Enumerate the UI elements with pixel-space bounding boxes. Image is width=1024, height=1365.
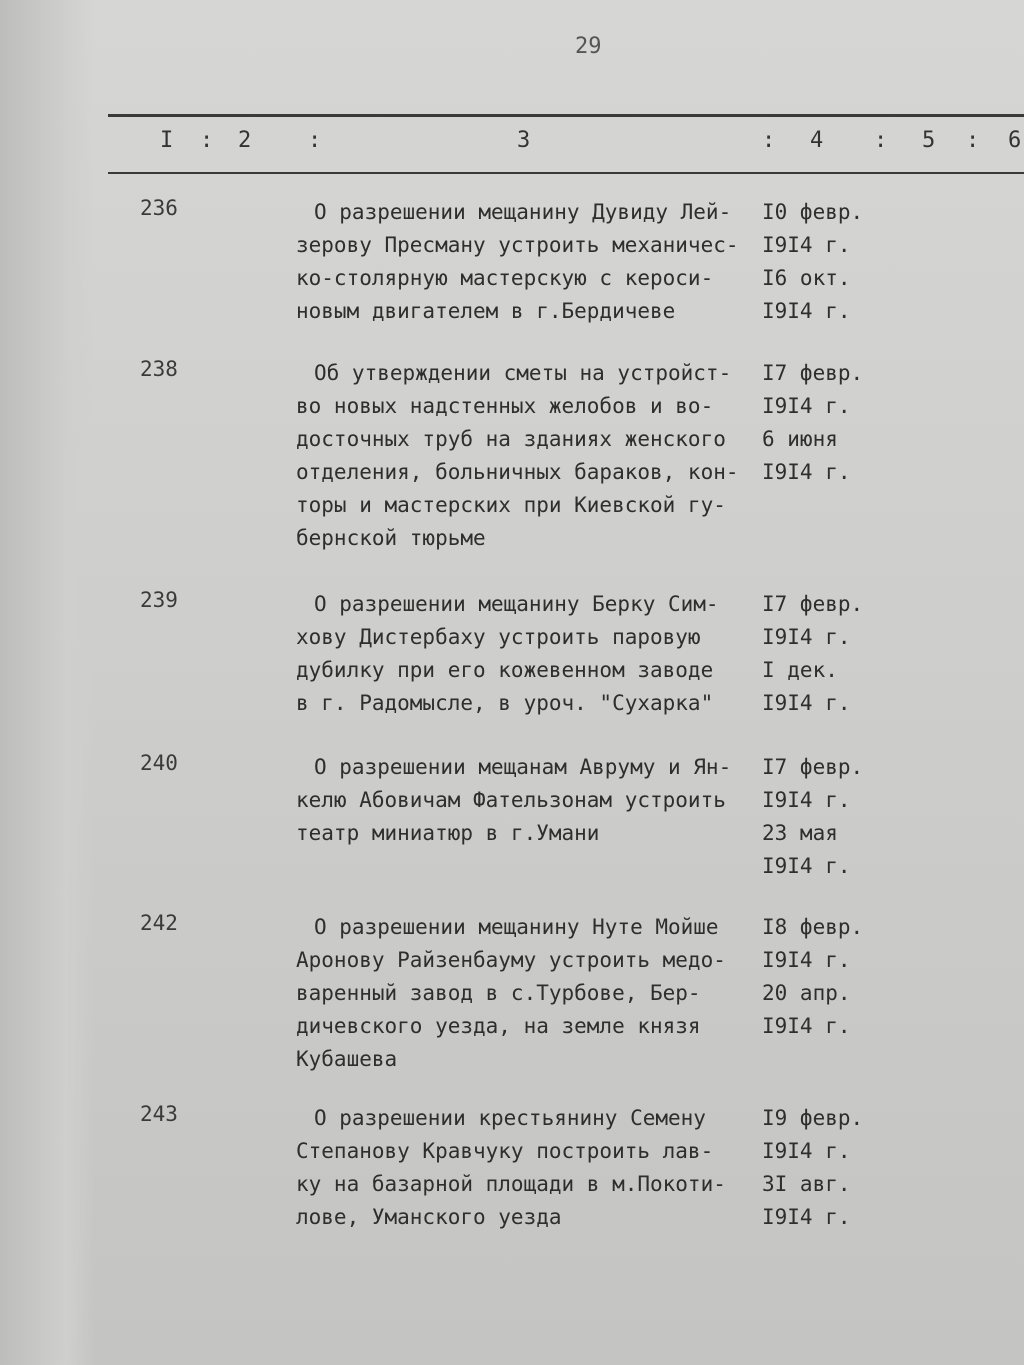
entry-date-line: I7 февр. [762, 361, 864, 385]
column-header-4: 4 [810, 128, 824, 153]
column-separator: : [966, 128, 980, 153]
entry-description [296, 357, 766, 555]
entry-description [296, 1102, 766, 1234]
entry-date-line: I7 февр. [762, 592, 864, 616]
entry-number: 243 [140, 1102, 178, 1126]
entry-date-line: I9I4 г. [762, 394, 851, 418]
column-separator: : [762, 128, 776, 153]
entry-dates [762, 751, 882, 883]
entry-text-line: отделения, больничных бараков, кон- [296, 460, 739, 484]
entry-text-line: Кубашева [296, 1047, 398, 1071]
entry-date-line: I9I4 г. [762, 1205, 851, 1229]
entry-date-line: I9I4 г. [762, 854, 851, 878]
entry-dates [762, 196, 882, 328]
entry-text-line: О разрешении мещанину Берку Сим- [314, 592, 719, 616]
entry-text-line: ку на базарной площади в м.Покоти- [296, 1172, 726, 1196]
entry-text-line: бернской тюрьме [296, 526, 486, 550]
entry-text-line: торы и мастерских при Киевской гу- [296, 493, 726, 517]
entry-text-line: дубилку при его кожевенном заводе [296, 658, 714, 682]
entry-text-line: в г. Радомысле, в уроч. "Сухарка" [296, 691, 714, 715]
entry-date-line: I9I4 г. [762, 299, 851, 323]
entry-date-line: 23 мая [762, 821, 838, 845]
entry-text-line: хову Дистербаху устроить паровую [296, 625, 701, 649]
column-header-6: 6 [1008, 128, 1022, 153]
entry-date-line: I8 февр. [762, 915, 864, 939]
entry-text-line: О разрешении мещанам Авруму и Ян- [314, 755, 732, 779]
page-number: 29 [575, 34, 602, 59]
entry-dates [762, 357, 882, 489]
entry-text-line: ко-столярную мастерскую с кероси- [296, 266, 714, 290]
column-separator: : [874, 128, 888, 153]
entry-number: 240 [140, 751, 178, 775]
entry-date-line: I9 февр. [762, 1106, 864, 1130]
entry-number: 239 [140, 588, 178, 612]
entry-dates [762, 588, 882, 720]
entry-text-line: Степанову Кравчуку построить лав- [296, 1139, 714, 1163]
column-separator: : [200, 128, 214, 153]
column-header-3: 3 [517, 128, 531, 153]
column-header-1: I [160, 128, 174, 153]
entry-text-line: театр миниатюр в г.Умани [296, 821, 600, 845]
entry-text-line: келю Абовичам Фательзонам устроить [296, 788, 726, 812]
entry-number: 242 [140, 911, 178, 935]
entry-date-line: 6 июня [762, 427, 838, 451]
entry-text-line: О разрешении мещанину Нуте Мойше [314, 915, 719, 939]
entry-text-line: О разрешении крестьянину Семену [314, 1106, 706, 1130]
entry-text-line: досточных труб на зданиях женского [296, 427, 726, 451]
entry-date-line: I9I4 г. [762, 625, 851, 649]
entry-dates [762, 1102, 882, 1234]
entry-number: 238 [140, 357, 178, 381]
entry-text-line: зерову Пресману устроить механичес- [296, 233, 739, 257]
entry-text-line: О разрешении мещанину Дувиду Лей- [314, 200, 732, 224]
entry-date-line: I9I4 г. [762, 460, 851, 484]
entry-text-line: Об утверждении сметы на устройст- [314, 361, 732, 385]
entry-date-line: I9I4 г. [762, 948, 851, 972]
column-header-5: 5 [922, 128, 936, 153]
entry-description [296, 196, 766, 328]
entry-date-line: I9I4 г. [762, 1014, 851, 1038]
entry-date-line: 3I авг. [762, 1172, 851, 1196]
entry-date-line: I9I4 г. [762, 788, 851, 812]
entry-description [296, 911, 766, 1076]
entry-text-line: во новых надстенных желобов и во- [296, 394, 714, 418]
entry-text-line: Аронову Райзенбауму устроить медо- [296, 948, 726, 972]
column-separator: : [308, 128, 322, 153]
entry-date-line: 20 апр. [762, 981, 851, 1005]
entry-dates [762, 911, 882, 1043]
column-header-2: 2 [238, 128, 252, 153]
entry-description [296, 588, 766, 720]
entry-text-line: дичевского уезда, на земле князя [296, 1014, 701, 1038]
entry-date-line: I6 окт. [762, 266, 851, 290]
entry-date-line: I9I4 г. [762, 233, 851, 257]
entry-text-line: варенный завод в с.Турбове, Бер- [296, 981, 701, 1005]
entry-number: 236 [140, 196, 178, 220]
entry-date-line: I7 февр. [762, 755, 864, 779]
entry-date-line: I9I4 г. [762, 691, 851, 715]
entry-text-line: лове, Уманского уезда [296, 1205, 562, 1229]
entry-date-line: I0 февр. [762, 200, 864, 224]
entry-date-line: I дек. [762, 658, 838, 682]
entry-text-line: новым двигателем в г.Бердичеве [296, 299, 676, 323]
entry-description [296, 751, 766, 850]
entry-date-line: I9I4 г. [762, 1139, 851, 1163]
